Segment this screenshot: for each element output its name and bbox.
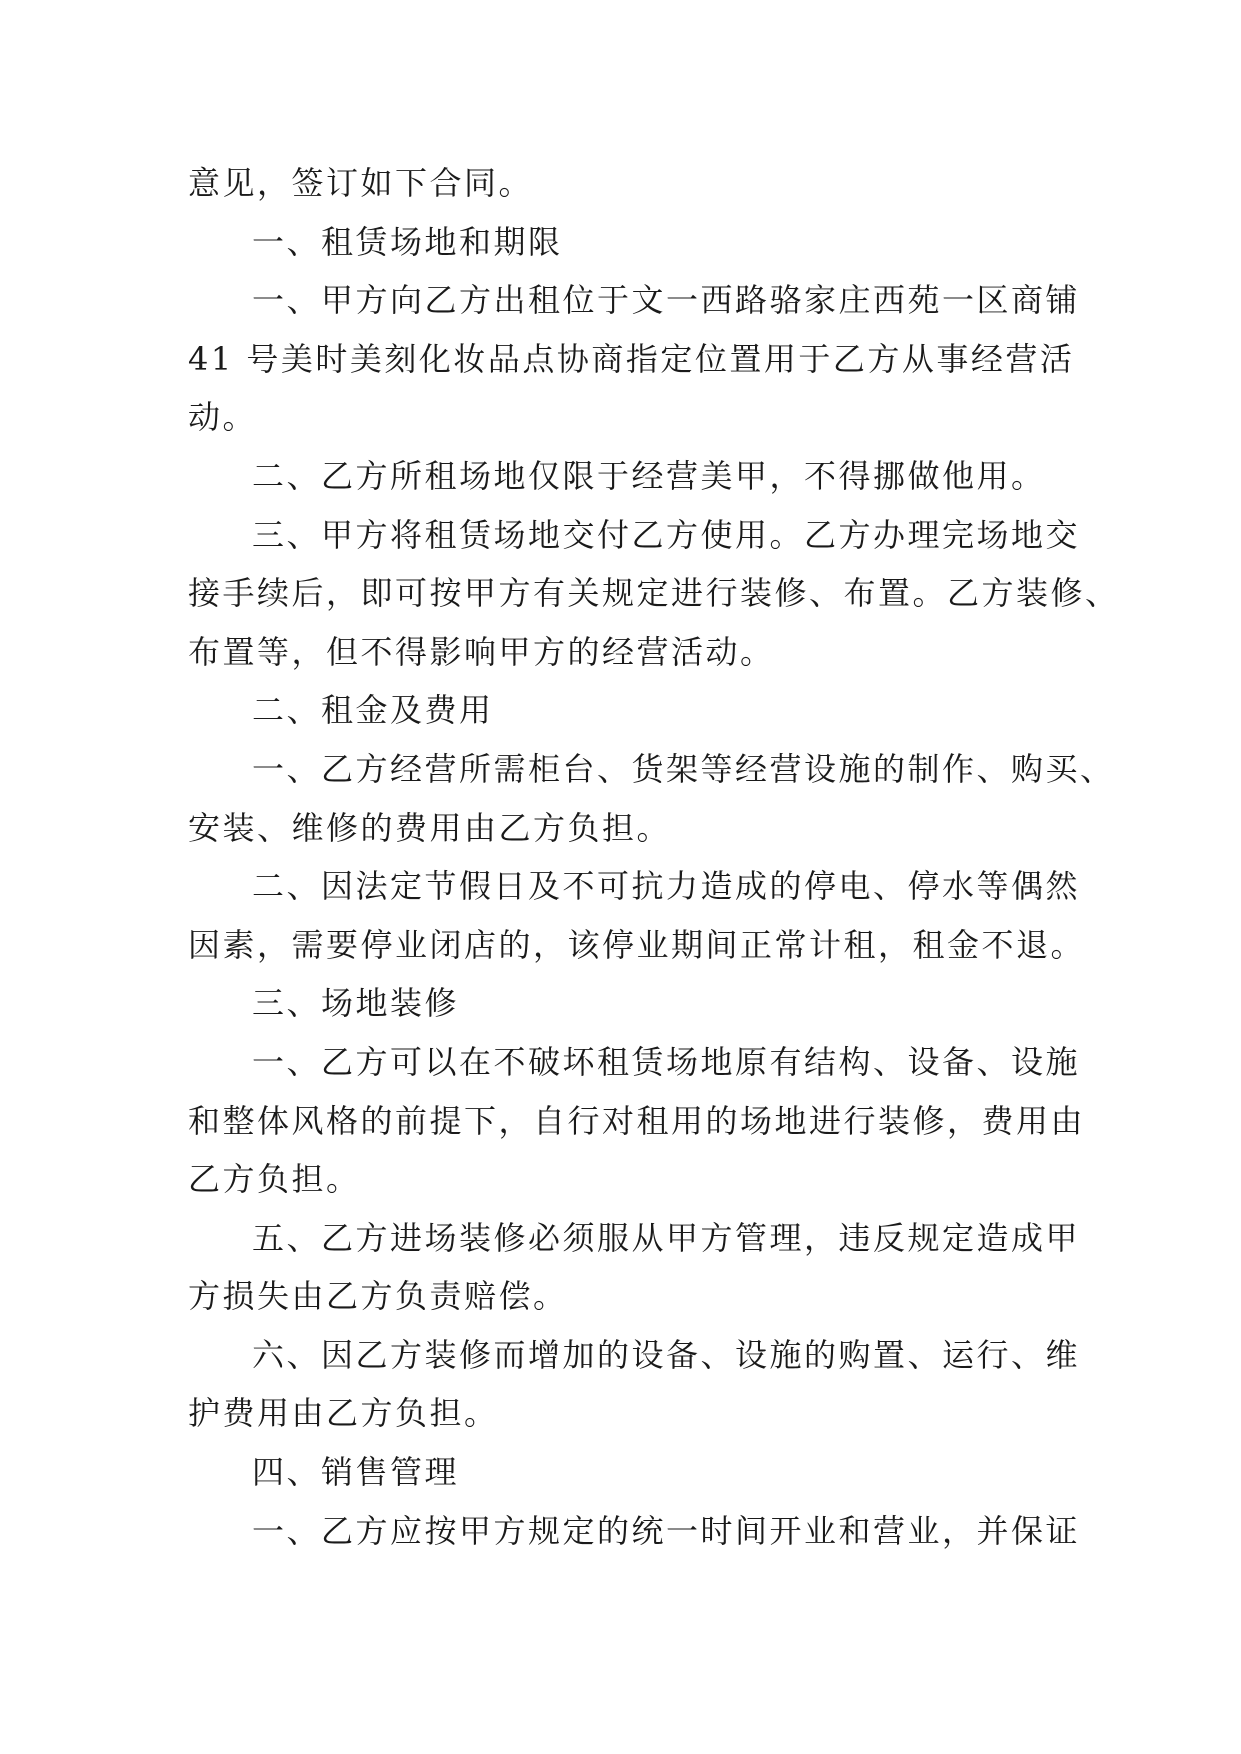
text-line-4: 41 号美时美刻化妆品点协商指定位置用于乙方从事经营活 [188, 339, 1075, 378]
section-heading-4: 四、销售管理 [252, 1453, 460, 1492]
text-line-8: 接手续后，即可按甲方有关规定进行装修、布置。乙方装修、 [188, 574, 1120, 613]
document-body [188, 154, 1120, 1560]
text-line-12: 安装、维修的费用由乙方负担。 [188, 808, 672, 847]
text-line-3: 一、甲方向乙方出租位于文一西路骆家庄西苑一区商铺 [252, 281, 1081, 320]
text-line-21: 六、因乙方装修而增加的设备、设施的购置、运行、维 [252, 1335, 1081, 1374]
text-line-22: 护费用由乙方负担。 [188, 1394, 499, 1433]
text-line-11: 一、乙方经营所需柜台、货架等经营设施的制作、购买、 [252, 749, 1115, 788]
text-line-7: 三、甲方将租赁场地交付乙方使用。乙方办理完场地交 [252, 515, 1081, 554]
text-line-6: 二、乙方所租场地仅限于经营美甲，不得挪做他用。 [252, 456, 1046, 495]
text-line-20: 方损失由乙方负责赔偿。 [188, 1277, 568, 1316]
text-line-18: 乙方负担。 [188, 1160, 361, 1199]
section-heading-1: 一、租赁场地和期限 [252, 222, 563, 261]
section-heading-3: 三、场地装修 [252, 984, 460, 1023]
section-heading-2: 二、租金及费用 [252, 691, 494, 730]
text-line-19: 五、乙方进场装修必须服从甲方管理，违反规定造成甲 [252, 1218, 1081, 1257]
text-line-13: 二、因法定节假日及不可抗力造成的停电、停水等偶然 [252, 867, 1081, 906]
text-line-16: 一、乙方可以在不破坏租赁场地原有结构、设备、设施 [252, 1042, 1081, 1081]
text-line-14: 因素，需要停业闭店的，该停业期间正常计租，租金不退。 [188, 925, 1086, 964]
text-line-5: 动。 [188, 398, 258, 437]
text-line-9: 布置等，但不得影响甲方的经营活动。 [188, 632, 775, 671]
text-line-24: 一、乙方应按甲方规定的统一时间开业和营业，并保证 [252, 1511, 1081, 1550]
text-line-1: 意见，签订如下合同。 [188, 164, 534, 202]
text-line-17: 和整体风格的前提下，自行对租用的场地进行装修，费用由 [188, 1101, 1086, 1140]
